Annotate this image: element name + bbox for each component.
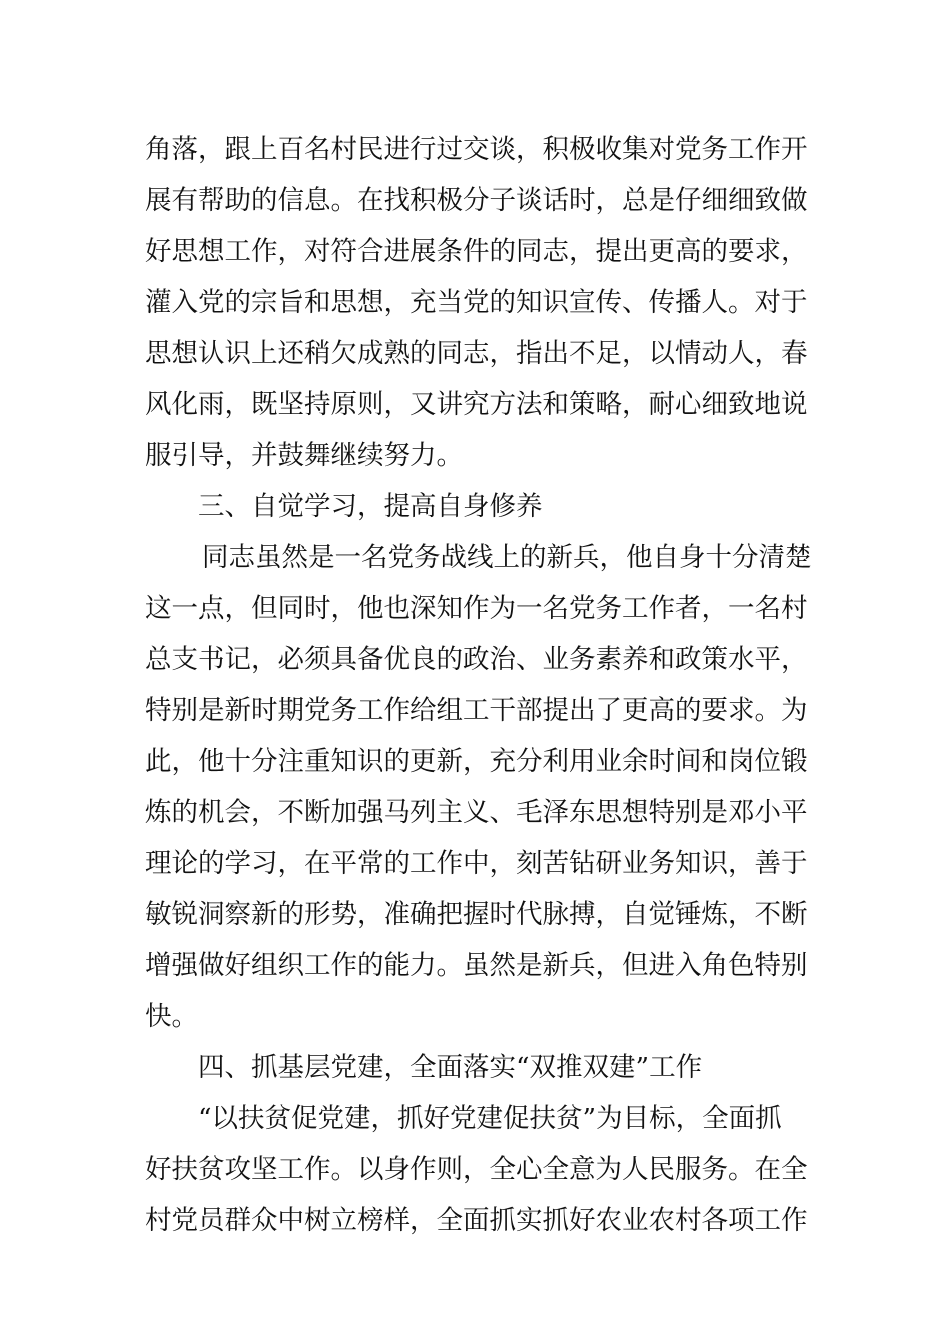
paragraph-line: 这一点，但同时，他也深知作为一名党务工作者，一名村 (145, 593, 808, 624)
paragraph-line: 风化雨，既坚持原则，又讲究方法和策略，耐心细致地说 (145, 389, 808, 420)
paragraph-line: 总支书记，必须具备优良的政治、业务素养和政策水平， (145, 644, 808, 675)
paragraph-line: 思想认识上还稍欠成熟的同志，指出不足，以情动人，春 (145, 338, 808, 369)
paragraph-line: 角落，跟上百名村民进行过交谈，积极收集对党务工作开 (145, 134, 808, 165)
section-heading-3: 三、自觉学习，提高自身修养 (198, 491, 543, 522)
paragraph-line: 好扶贫攻坚工作。以身作则，全心全意为人民服务。在全 (145, 1154, 808, 1185)
paragraph-line: “以扶贫促党建，抓好党建促扶贫”为目标，全面抓 (198, 1103, 782, 1134)
section-heading-4: 四、抓基层党建，全面落实“双推双建”工作 (198, 1052, 703, 1083)
paragraph-line: 快。 (145, 1001, 198, 1032)
paragraph-line: 炼的机会，不断加强马列主义、毛泽东思想特别是邓小平 (145, 797, 808, 828)
paragraph-line: 服引导，并鼓舞继续努力。 (145, 440, 463, 471)
paragraph-line: 同志虽然是一名党务战线上的新兵，他自身十分清楚 (202, 542, 812, 573)
paragraph-line: 理论的学习，在平常的工作中，刻苦钻研业务知识，善于 (145, 848, 808, 879)
paragraph-line: 村党员群众中树立榜样，全面抓实抓好农业农村各项工作 (145, 1205, 808, 1236)
body-text (145, 124, 812, 1246)
paragraph-line: 此，他十分注重知识的更新，充分利用业余时间和岗位锻 (145, 746, 808, 777)
paragraph-line: 特别是新时期党务工作给组工干部提出了更高的要求。为 (145, 695, 808, 726)
paragraph-line: 敏锐洞察新的形势，准确把握时代脉搏，自觉锤炼，不断 (145, 899, 808, 930)
paragraph-line: 展有帮助的信息。在找积极分子谈话时，总是仔细细致做 (145, 185, 808, 216)
paragraph-line: 好思想工作，对符合进展条件的同志，提出更高的要求， (145, 236, 808, 267)
paragraph-line: 增强做好组织工作的能力。虽然是新兵，但进入角色特别 (145, 950, 808, 981)
paragraph-line: 灌入党的宗旨和思想，充当党的知识宣传、传播人。对于 (145, 287, 808, 318)
